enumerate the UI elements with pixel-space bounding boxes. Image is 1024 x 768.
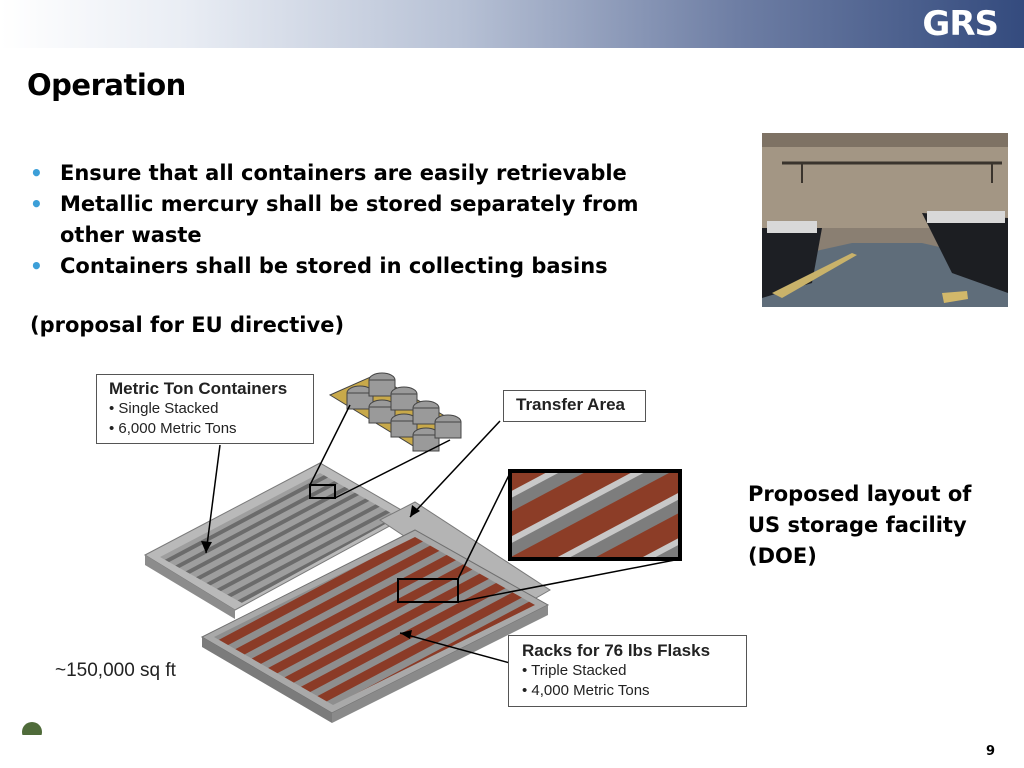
bullet-dot-icon: • [30,254,43,278]
bullet-item [30,158,680,189]
bullet-text: Metallic mercury shall be stored separately from other waste [60,192,639,247]
callout-title: Metric Ton Containers [109,379,288,398]
metric-ton-callout [96,374,314,444]
callout-item: • Single Stacked [109,400,219,417]
transfer-area-callout [503,390,646,422]
bullet-dot-icon: • [30,192,43,216]
warehouse-photo [762,133,1008,307]
bullet-item [30,189,680,251]
area-label: ~150,000 sq ft [55,660,176,681]
header-band [0,0,1024,48]
callout-item: • 6,000 Metric Tons [109,420,237,437]
callout-title: Transfer Area [516,395,625,414]
proposal-note: (proposal for EU directive) [30,313,345,337]
page-number: 9 [986,744,996,759]
bullet-list [30,158,680,282]
doe-seal-icon [22,722,42,735]
storage-layout-diagram [20,365,760,735]
bullet-text: Containers shall be stored in collecting basins [60,254,608,278]
callout-title: Racks for 76 lbs Flasks [522,641,711,660]
bullet-dot-icon: • [30,161,43,185]
racks-zoom-inset [510,471,680,559]
layout-caption: Proposed layout of US storage facility (DOE) [748,482,972,568]
bullet-item [30,251,680,282]
racks-callout [508,635,747,707]
callout-item: • 4,000 Metric Tons [522,682,650,699]
grs-logo: GRS [922,4,998,44]
bullet-text: Ensure that all containers are easily retrievable [60,161,627,185]
callout-item: • Triple Stacked [522,662,627,679]
slide-title: Operation [27,68,186,102]
